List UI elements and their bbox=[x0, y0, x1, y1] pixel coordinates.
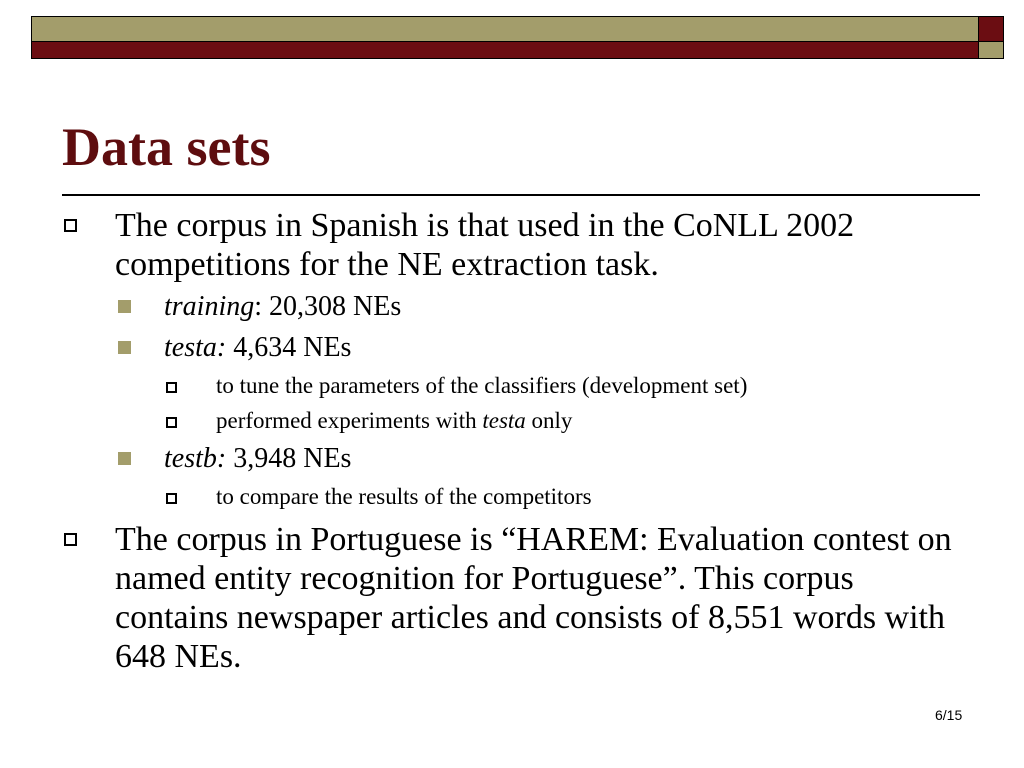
bullet-text: The corpus in Portuguese is “HAREM: Evaluation contest on named entity recognition for Portuguese”. This corpus contains newspaper articles and consists of 8,551 words with 648 NEs. bbox=[115, 521, 952, 675]
hollow-square-bullet-icon bbox=[64, 219, 77, 232]
hollow-square-bullet-icon bbox=[166, 417, 177, 428]
hollow-square-bullet-icon bbox=[166, 493, 177, 504]
header-square-maroon bbox=[978, 16, 1004, 42]
bullet-training bbox=[164, 286, 964, 327]
bullet-text: performed experiments with bbox=[216, 408, 483, 433]
header-bar-olive bbox=[31, 16, 979, 42]
bullet-term: testb: bbox=[164, 443, 227, 474]
hollow-square-bullet-icon bbox=[166, 382, 177, 393]
bullet-text: to tune the parameters of the classifiers (development set) bbox=[216, 373, 748, 398]
bullet-text: 4,634 NEs bbox=[226, 332, 352, 363]
bullet-testa-tune bbox=[216, 368, 976, 403]
bullet-term: testa bbox=[482, 408, 526, 433]
hollow-square-bullet-icon bbox=[64, 533, 77, 546]
title-divider bbox=[62, 194, 980, 196]
filled-square-bullet-icon bbox=[118, 452, 131, 465]
bullet-text: : 20,308 NEs bbox=[254, 291, 402, 322]
slide-title: Data sets bbox=[62, 117, 271, 177]
filled-square-bullet-icon bbox=[118, 300, 131, 313]
bullet-testb-compare bbox=[216, 479, 976, 514]
bullet-testb bbox=[164, 438, 964, 479]
bullet-testa-experiments bbox=[216, 403, 976, 438]
bullet-text: 3,948 NEs bbox=[226, 443, 352, 474]
bullet-text: to compare the results of the competitors bbox=[216, 484, 592, 509]
bullet-term: training bbox=[164, 291, 255, 322]
filled-square-bullet-icon bbox=[118, 341, 131, 354]
bullet-text: only bbox=[525, 408, 573, 433]
bullet-text: The corpus in Spanish is that used in the CoNLL 2002 competitions for the NE extraction task. bbox=[115, 207, 855, 283]
bullet-testa bbox=[164, 327, 964, 368]
header-square-olive bbox=[978, 42, 1004, 59]
header-bar-maroon bbox=[31, 42, 979, 59]
page-number: 6/15 bbox=[935, 707, 963, 723]
slide-content bbox=[0, 206, 1024, 676]
bullet-spanish-corpus bbox=[115, 206, 965, 284]
bullet-portuguese-corpus bbox=[115, 520, 965, 676]
bullet-term: testa: bbox=[164, 332, 227, 363]
